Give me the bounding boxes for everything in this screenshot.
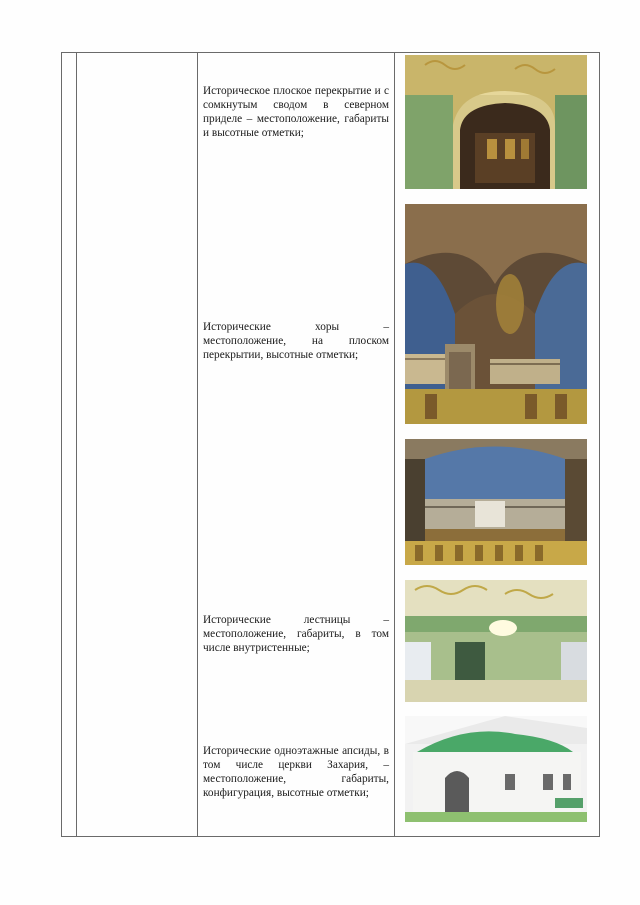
table-column-divider-3 — [394, 52, 395, 837]
table-column-divider-2 — [197, 52, 198, 837]
row-text-choirs: Исторические хоры – местоположение, на плоском перекрытии, высотные отметки; — [203, 321, 389, 361]
apse-exterior-photo — [405, 716, 587, 822]
table-column-divider-1 — [76, 52, 77, 837]
row-text-stairs: Исторические лестницы – местоположение, габариты, в том числе внутристенные; — [203, 614, 389, 654]
interior-hall-photo — [405, 580, 587, 702]
table-top-border — [61, 52, 600, 53]
choir-balcony-photo — [405, 439, 587, 565]
row-text-apses: Исторические одноэтажные апсиды, в том числе церкви Захария, – местоположение, габариты, конфигурация, высотные отметки; — [203, 745, 389, 799]
table-right-border — [599, 52, 600, 837]
vaulted-interior-photo — [405, 55, 587, 189]
table-left-border — [61, 52, 62, 837]
choir-gallery-photo — [405, 204, 587, 424]
row-text-flat-ceiling: Историческое плоское перекрытие и с сомкнутым сводом в северном приделе – местоположение, габариты и высотные отметки; — [203, 85, 389, 139]
table-bottom-border — [61, 836, 600, 837]
